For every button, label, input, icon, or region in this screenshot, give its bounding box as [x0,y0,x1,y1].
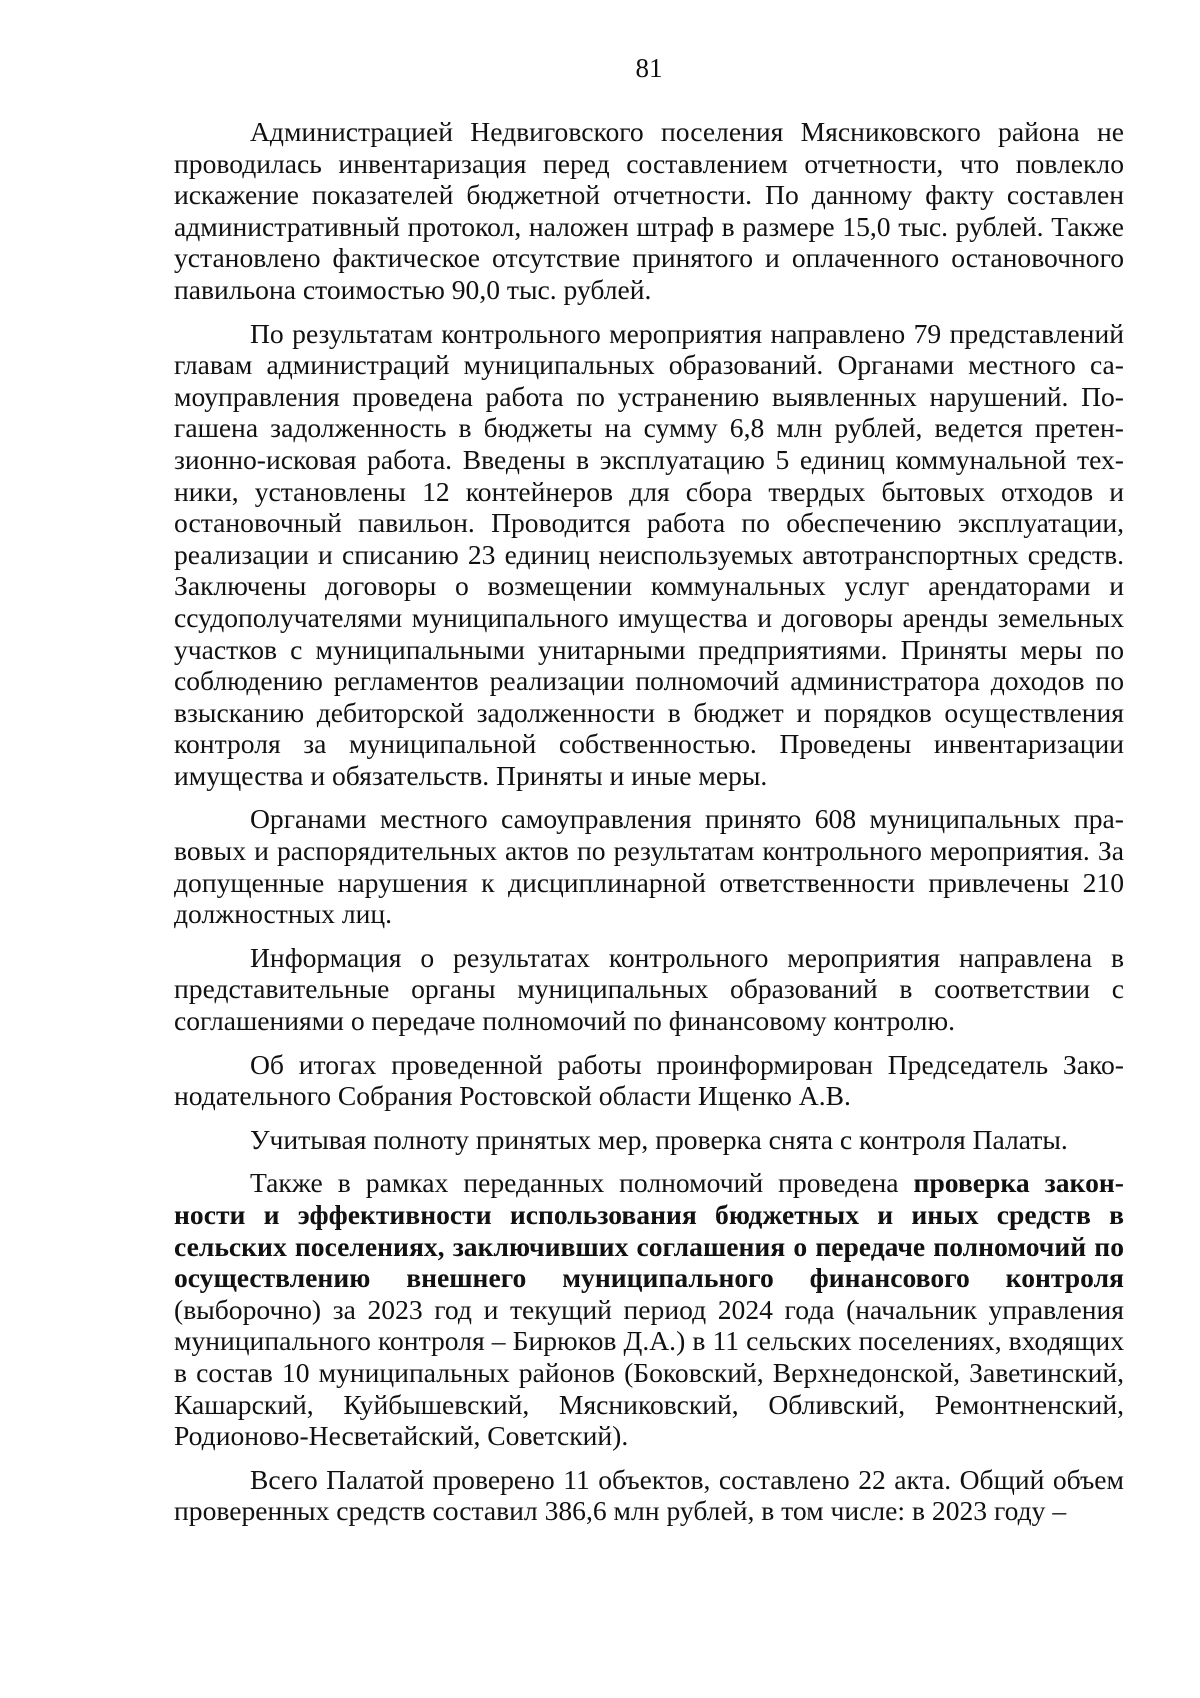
paragraph-audit-totals: Всего Палатой проверено 11 объектов, составлено 22 акта. Общий объем проверенных средств составил 386,6 млн рублей, в том числе: в 2023 году – [174,1463,1124,1527]
audit-bold-text: проверка законности и эффективности использования бюджетных и иных средств в сельских поселениях, заключивших соглашения о передаче полномочий по осуществлению внешнего муниципального финансового контроля [174,1167,1124,1294]
paragraph-control-removed: Учитывая полноту принятых мер, проверка снята с контроля Палаты. [250,1123,1068,1155]
paragraph-municipal-acts: Органами местного самоуправления принято 608 муниципальных правовых и распорядительных актов по результатам контрольного мероприятия. За допущенные нарушения к дисциплинарной ответственности привлечены 210 должностных лиц. [174,803,1124,930]
paragraph-chairman-informed: Об итогах проведенной работы проинформирован Председатель Законодательного Собрания Ростовской области Ищенко А.В. [174,1048,1124,1112]
paragraph-audit-description [174,1167,1124,1451]
paragraph-inventory-violation: Администрацией Недвиговского поселения Мясниковского района не проводилась инвентаризация перед составлением отчетности, что повлекло искажение показателей бюджетной отчетности. По данному факту составлен административный протокол, наложен штраф в размере 15,0 тыс. рублей. Также установлено фактическое отсутствие принятого и оплаченного остановочного павильона стоимостью 90,0 тыс. рублей. [174,116,1124,305]
paragraph-control-results: По результатам контрольного мероприятия направлено 79 представлений главам администраций муниципальных образований. Органами местного самоуправления проведена работа по устранению выявленных нарушений. Погашена задолженность в бюджеты на сумму 6,8 млн рублей, ведется претензионно-исковая работа. Введены в эксплуатацию 5 единиц коммунальной техники, установлены 12 контейнеров для сбора твердых бытовых отходов и остановочный павильон. Проводится работа по обеспечению эксплуатации, реализации и списанию 23 единиц неиспользуемых автотранспортных средств. Заключены договоры о возмещении коммунальных услуг арендаторами и ссудополучателями муниципального имущества и договоры аренды земельных участков с муниципальными унитарными предприятиями. Приняты меры по соблюдению регламентов реализации полномочий администратора доходов по взысканию дебиторской задолженности в бюджет и порядков осуществления контроля за муниципальной собственностью. Проведены инвентаризации имущества и обязательств. Приняты и иные меры. [174,317,1124,791]
page-number: 81 [635,53,663,83]
document-page [174,0,1124,1698]
audit-tail-text: (выборочно) за 2023 год и текущий период 2024 года (начальник управления муниципального контроля – Бирюков Д.А.) в 11 сельских поселениях, входящих в состав 10 муниципальных районов (Боковский, Верхнедонской, Заветинский, Кашарский, Куйбышевский, Мясниковский, Обливский, Ремонтненский, Родионово-Несветайский, Советский). [174,1293,1124,1452]
audit-lead-text: Также в рамках переданных полномочий проведена [250,1167,914,1199]
document-body [174,116,1124,1539]
paragraph-information-sent: Информация о результатах контрольного мероприятия направлена в представительные органы муниципальных образований в соответствии с соглашениями о передаче полномочий по финансовому контролю. [174,941,1124,1037]
